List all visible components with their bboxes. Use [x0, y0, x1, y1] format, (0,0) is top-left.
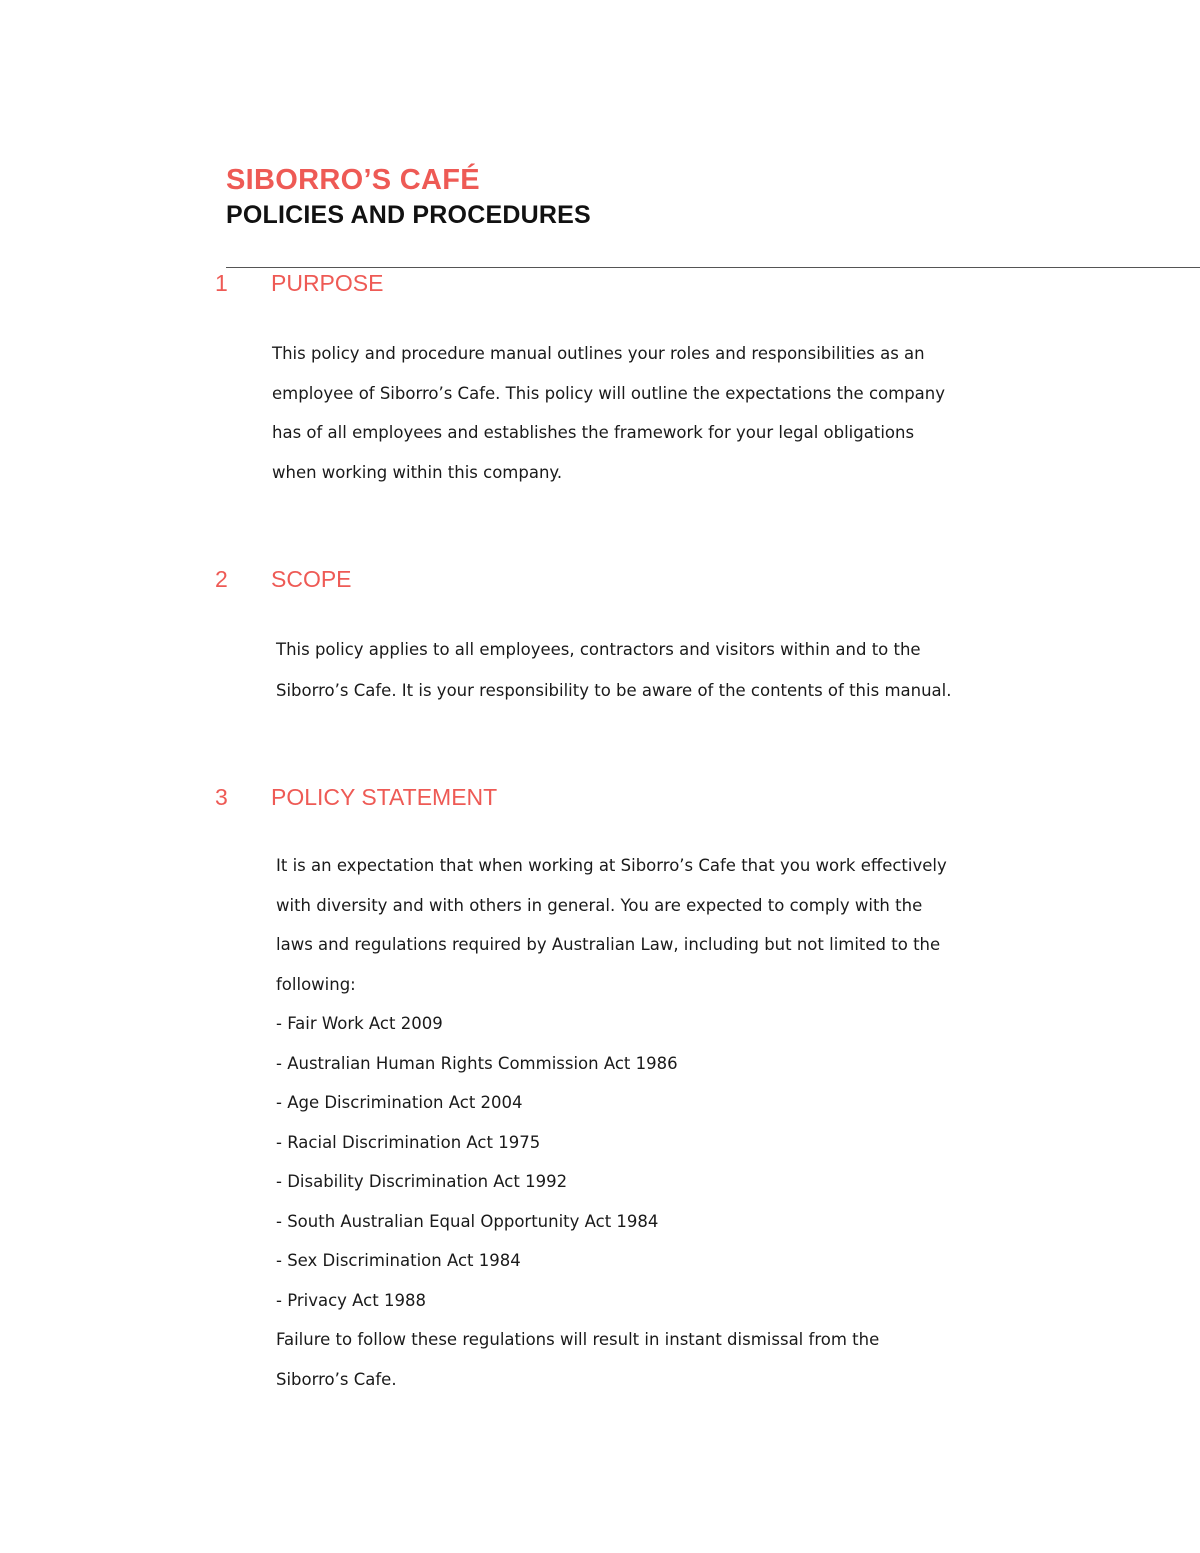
section-1-line: when working within this company.	[272, 462, 563, 482]
section-3-number: 3	[215, 784, 228, 810]
section-2-title: SCOPE	[271, 566, 352, 592]
section-2-line: Siborro’s Cafe. It is your responsibility to be aware of the contents of this manual.	[276, 681, 952, 700]
section-3-line: laws and regulations required by Australian Law, including but not limited to the	[276, 935, 941, 954]
section-3-line: following:	[276, 974, 356, 994]
legislation-item: - Privacy Act 1988	[276, 1290, 426, 1310]
header-divider	[226, 267, 1200, 268]
legislation-item: - Racial Discrimination Act 1975	[276, 1132, 541, 1152]
section-1-line: has of all employees and establishes the framework for your legal obligations	[272, 423, 915, 442]
section-3-line: It is an expectation that when working at Siborro’s Cafe that you work effectively	[276, 856, 947, 875]
legislation-item: - South Australian Equal Opportunity Act 1984	[276, 1211, 659, 1231]
legislation-item: - Sex Discrimination Act 1984	[276, 1251, 521, 1270]
section-1-body	[272, 334, 945, 492]
section-2-body	[276, 629, 951, 711]
section-3-line: Siborro’s Cafe.	[276, 1369, 397, 1389]
legislation-item: - Fair Work Act 2009	[276, 1014, 443, 1033]
section-3-title: POLICY STATEMENT	[271, 784, 498, 810]
section-1-number: 1	[215, 270, 228, 296]
document-title: POLICIES AND PROCEDURES	[226, 201, 591, 229]
section-1-line: employee of Siborro’s Cafe. This policy will outline the expectations the company	[272, 383, 946, 403]
section-2-number: 2	[215, 566, 228, 592]
section-3-body	[276, 846, 947, 1399]
section-3-line: with diversity and with others in general. You are expected to comply with the	[276, 895, 923, 915]
legislation-item: - Australian Human Rights Commission Act 1986	[276, 1053, 678, 1073]
section-1-title: PURPOSE	[271, 270, 384, 296]
legislation-item: - Age Discrimination Act 2004	[276, 1093, 523, 1112]
legislation-item: - Disability Discrimination Act 1992	[276, 1172, 568, 1191]
section-2-line: This policy applies to all employees, contractors and visitors within and to the	[276, 640, 921, 659]
section-3-line: Failure to follow these regulations will result in instant dismissal from the	[276, 1330, 880, 1349]
section-1-line: This policy and procedure manual outlines your roles and responsibilities as an	[272, 344, 925, 363]
company-name: SIBORRO’S CAFÉ	[226, 164, 480, 196]
